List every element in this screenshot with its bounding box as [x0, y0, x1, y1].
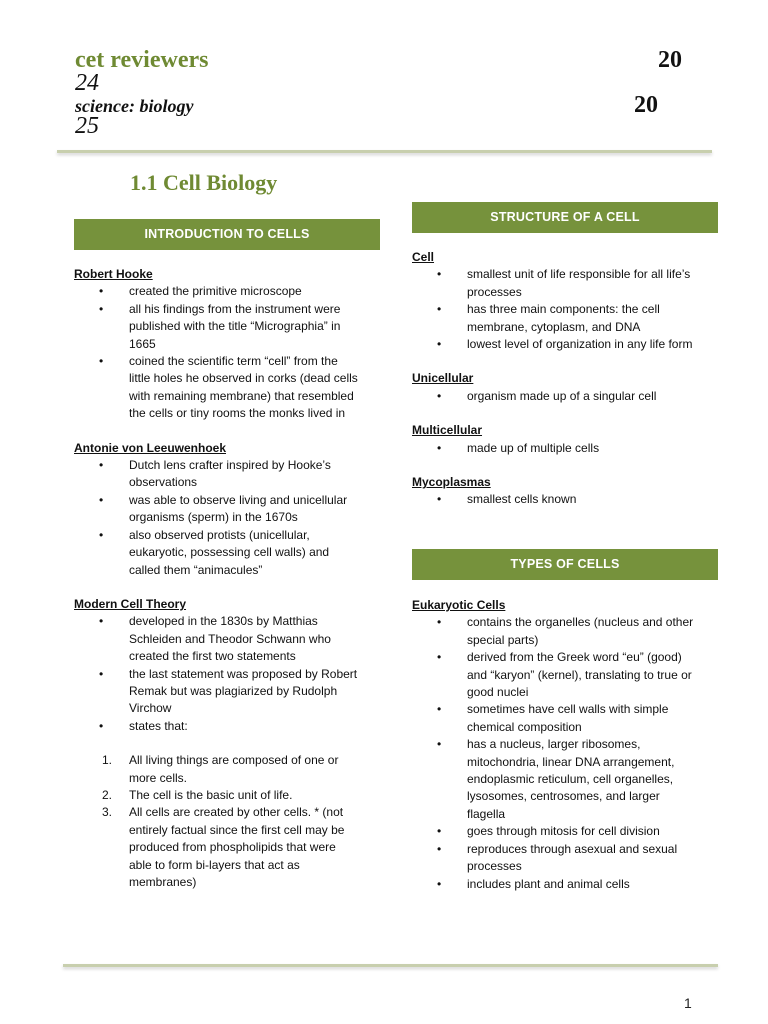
banner-structure-of-a-cell: STRUCTURE OF A CELL	[412, 202, 718, 233]
list-item: • organism made up of a singular cell	[412, 388, 695, 405]
bullet-icon: •	[437, 841, 442, 856]
list-item: • Dutch lens crafter inspired by Hooke’s observations	[99, 458, 331, 490]
footer-divider	[63, 964, 718, 967]
header-divider	[57, 150, 712, 153]
mycoplasmas-list	[412, 491, 695, 508]
bullet-icon: •	[437, 388, 442, 403]
list-item: • smallest cells known	[412, 491, 695, 508]
unicellular-list	[412, 388, 695, 405]
header-year-part: 24	[75, 70, 99, 96]
cell-list	[412, 266, 695, 353]
page-number: 1	[684, 995, 692, 1011]
left-column	[74, 266, 359, 891]
header-year-part: 25	[75, 113, 99, 139]
list-item: • lowest level of organization in any life form	[412, 336, 695, 353]
bullet-icon: •	[99, 301, 104, 316]
list-item: • includes plant and animal cells	[412, 876, 695, 893]
eukaryotic-section	[412, 597, 695, 893]
cell-theory-list	[74, 613, 359, 735]
multicellular-list	[412, 440, 695, 457]
heading-mycoplasmas: Mycoplasmas	[412, 475, 491, 490]
header-title: cet reviewers	[75, 47, 209, 73]
bullet-icon: •	[99, 718, 104, 733]
bullet-icon: •	[99, 614, 104, 629]
bullet-icon: •	[437, 337, 442, 352]
section-title: 1.1 Cell Biology	[130, 170, 278, 195]
list-item: • reproduces through asexual and sexual processes	[437, 841, 678, 874]
bullet-icon: •	[99, 354, 104, 369]
list-item: • made up of multiple cells	[412, 440, 695, 457]
bullet-icon: •	[99, 492, 104, 507]
header-year-part: 20	[658, 47, 682, 73]
list-item: • contains the organelles (nucleus and other special parts)	[437, 615, 694, 647]
header-year-part: 20	[634, 92, 658, 118]
heading-robert-hooke: Robert Hooke	[74, 267, 153, 281]
bullet-icon: •	[437, 824, 442, 839]
bullet-icon: •	[437, 492, 442, 507]
numbered-item: 1. All living things are composed of one or more cells.	[102, 753, 339, 785]
banner-types-of-cells: TYPES OF CELLS	[412, 549, 718, 580]
bullet-icon: •	[437, 650, 442, 665]
bullet-icon: •	[437, 302, 442, 317]
list-item: • all his findings from the instrument were published with the title “Micrographia” in 1665	[99, 301, 341, 351]
banner-introduction-to-cells: INTRODUCTION TO CELLS	[74, 219, 380, 250]
list-item: • smallest unit of life responsible for all life’s processes	[437, 267, 691, 299]
bullet-icon: •	[437, 440, 442, 455]
list-item: • the last statement was proposed by Robert Remak but was plagiarized by Rudolph Virchow	[99, 666, 358, 716]
bullet-icon: •	[437, 737, 442, 752]
eukaryotic-list	[412, 614, 695, 893]
list-item: • sometimes have cell walls with simple chemical composition	[437, 702, 669, 734]
bullet-icon: •	[437, 267, 442, 282]
cell-theory-statements	[74, 752, 359, 891]
list-item: • developed in the 1830s by Matthias Schleiden and Theodor Schwann who created the first two statements	[99, 614, 331, 664]
numbered-item: 3. All cells are created by other cells. * (not entirely factual since the first cell may be produced from phospholipids that were able to form bi-layers that act as membranes)	[102, 805, 345, 889]
heading-cell: Cell	[412, 250, 435, 264]
heading-unicellular: Unicellular	[412, 371, 474, 386]
bullet-icon: •	[437, 876, 442, 891]
header-subtitle: science: biology	[75, 96, 194, 116]
list-item: • was able to observe living and unicellular organisms (sperm) in the 1670s	[99, 492, 348, 525]
bullet-icon: •	[99, 666, 104, 681]
bullet-icon: •	[437, 702, 442, 717]
list-item: • has a nucleus, larger ribosomes, mitochondria, linear DNA arrangement, endoplasmic reticulum, cell organelles, lysosomes, centrosomes, and larger flagella	[437, 737, 675, 821]
list-item: • also observed protists (unicellular, eukaryotic, possessing cell walls) and called them “animacules”	[99, 527, 330, 577]
leeuwenhoek-list	[74, 457, 359, 579]
hooke-list	[74, 283, 359, 422]
list-item: • goes through mitosis for cell division	[412, 823, 695, 840]
bullet-icon: •	[437, 615, 442, 630]
bullet-icon: •	[99, 458, 104, 473]
list-item: • coined the scientific term “cell” from the little holes he observed in corks (dead cells with remaining membrane) that resembled the cells or tiny rooms the monks lived in	[99, 354, 358, 421]
bullet-icon: •	[99, 284, 104, 299]
bullet-icon: •	[99, 527, 104, 542]
numbered-item: 2. The cell is the basic unit of life.	[102, 787, 293, 802]
heading-antonie-von-leeuwenhoek: Antonie von Leeuwenhoek	[74, 440, 227, 455]
right-column	[412, 249, 695, 509]
heading-modern-cell-theory: Modern Cell Theory	[74, 596, 187, 611]
list-item: • has three main components: the cell membrane, cytoplasm, and DNA	[437, 302, 660, 334]
heading-eukaryotic-cells: Eukaryotic Cells	[412, 598, 506, 612]
list-item: • derived from the Greek word “eu” (good) and “karyon” (kernel), translating to true or good nuclei	[437, 650, 692, 700]
list-item: • created the primitive microscope	[74, 283, 359, 300]
heading-multicellular: Multicellular	[412, 423, 483, 438]
list-item: • states that:	[74, 718, 359, 735]
